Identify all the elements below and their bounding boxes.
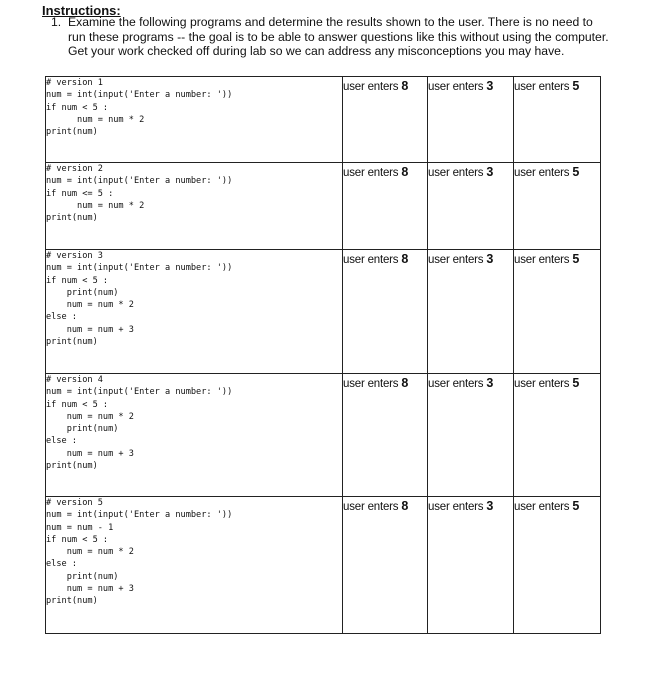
code-cell xyxy=(46,497,343,634)
program-row xyxy=(46,250,601,374)
answer-label: user enters 8 xyxy=(343,499,409,513)
code-cell xyxy=(46,250,343,374)
answer-label: user enters 3 xyxy=(428,499,494,513)
code-block: # version 4 num = int(input('Enter a number: ')) if num < 5 : num = num * 2 print(num) else : num = num + 3 print(num) xyxy=(46,375,233,472)
code-block: # version 3 num = int(input('Enter a number: ')) if num < 5 : print(num) num = num * 2 else : num = num + 3 print(num) xyxy=(46,251,233,348)
answer-label: user enters 3 xyxy=(428,376,494,390)
answer-label: user enters 8 xyxy=(343,79,409,93)
answer-cell[interactable] xyxy=(428,77,514,163)
instruction-text: Examine the following programs and determine the results shown to the user. There is no need to run these programs -- the goal is to be able to answer questions like this without using the computer. Get your work checked off during lab so we can address any misconceptions you may have. xyxy=(68,15,609,58)
answer-cell[interactable] xyxy=(343,163,428,250)
answer-label: user enters 8 xyxy=(343,252,409,266)
program-row xyxy=(46,163,601,250)
program-row xyxy=(46,374,601,497)
answer-label: user enters 5 xyxy=(514,499,580,513)
code-block: # version 2 num = int(input('Enter a number: ')) if num <= 5 : num = num * 2 print(num) xyxy=(46,164,233,224)
answer-label: user enters 3 xyxy=(428,165,494,179)
program-row xyxy=(46,77,601,163)
answer-cell[interactable] xyxy=(514,77,601,163)
code-block: # version 5 num = int(input('Enter a number: ')) num = num - 1 if num < 5 : num = num * 2 else : print(num) num = num + 3 print(num) xyxy=(46,498,233,607)
code-cell xyxy=(46,374,343,497)
answer-label: user enters 5 xyxy=(514,79,580,93)
answer-cell[interactable] xyxy=(428,374,514,497)
answer-cell[interactable] xyxy=(343,77,428,163)
answer-cell[interactable] xyxy=(514,497,601,634)
answer-cell[interactable] xyxy=(343,374,428,497)
answer-label: user enters 5 xyxy=(514,165,580,179)
instructions-heading: Instructions: xyxy=(42,3,121,18)
answer-cell[interactable] xyxy=(514,250,601,374)
answer-cell[interactable] xyxy=(514,374,601,497)
answer-cell[interactable] xyxy=(343,250,428,374)
answer-label: user enters 3 xyxy=(428,79,494,93)
answer-label: user enters 5 xyxy=(514,252,580,266)
answer-label: user enters 5 xyxy=(514,376,580,390)
answer-label: user enters 8 xyxy=(343,165,409,179)
answer-cell[interactable] xyxy=(428,163,514,250)
programs-table xyxy=(45,76,601,634)
answer-label: user enters 3 xyxy=(428,252,494,266)
code-cell xyxy=(46,77,343,163)
code-cell xyxy=(46,163,343,250)
instruction-number: 1. xyxy=(51,15,62,29)
answer-cell[interactable] xyxy=(343,497,428,634)
answer-label: user enters 8 xyxy=(343,376,409,390)
answer-cell[interactable] xyxy=(428,250,514,374)
instruction-item xyxy=(51,15,611,59)
answer-cell[interactable] xyxy=(514,163,601,250)
code-block: # version 1 num = int(input('Enter a number: ')) if num < 5 : num = num * 2 print(num) xyxy=(46,78,233,138)
answer-cell[interactable] xyxy=(428,497,514,634)
program-row xyxy=(46,497,601,634)
